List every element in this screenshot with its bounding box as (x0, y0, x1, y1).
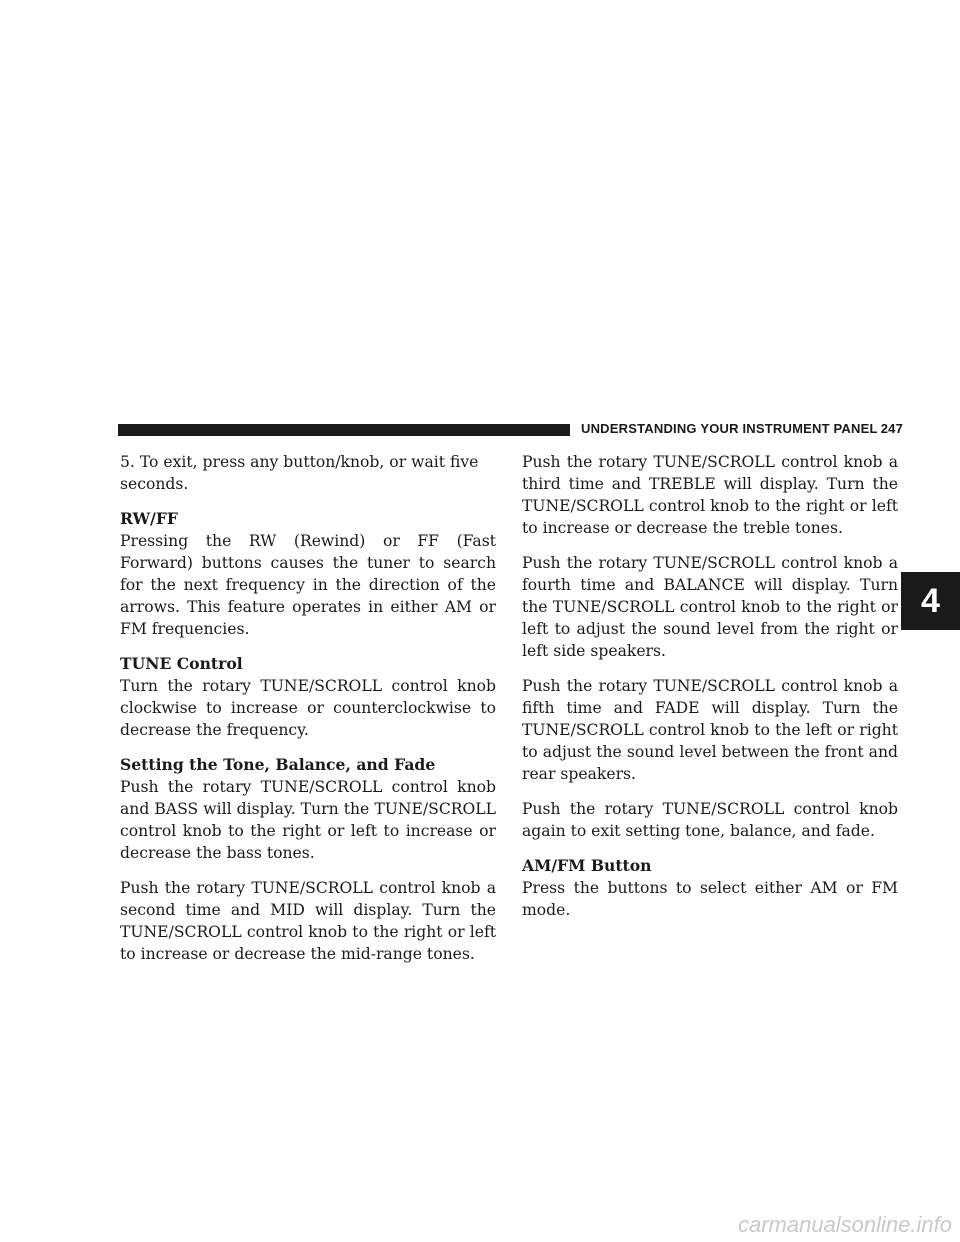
chapter-tab: 4 (901, 572, 960, 630)
rwff-heading: RW/FF (120, 509, 178, 528)
page-number: 247 (880, 421, 903, 436)
left-column (120, 451, 496, 978)
rwff-paragraph: Pressing the RW (Rewind) or FF (Fast Forward) buttons causes the tuner to search for the next frequency in the direction of the arrows. This feature operates in either AM or FM frequencies. (120, 532, 496, 638)
step-5-text: 5. To exit, press any button/knob, or wait five seconds. (120, 453, 479, 493)
bass-paragraph: Push the rotary TUNE/SCROLL control knob and BASS will display. Turn the TUNE/SCROLL control knob to the right or left to increase or decrease the bass tones. (120, 778, 496, 862)
fade-paragraph: Push the rotary TUNE/SCROLL control knob a fifth time and FADE will display. Turn the TUNE/SCROLL control knob to the left or right to adjust the sound level between the front and rear speakers. (522, 677, 898, 783)
amfm-paragraph: Press the buttons to select either AM or FM mode. (522, 879, 898, 919)
tune-control-paragraph: Turn the rotary TUNE/SCROLL control knob clockwise to increase or counterclockwise to decrease the frequency. (120, 677, 496, 739)
amfm-heading: AM/FM Button (522, 856, 652, 875)
header-title: UNDERSTANDING YOUR INSTRUMENT PANEL (581, 421, 878, 436)
balance-paragraph: Push the rotary TUNE/SCROLL control knob a fourth time and BALANCE will display. Turn the TUNE/SCROLL control knob to the right or left to adjust the sound level from the right or left side speakers. (522, 554, 898, 660)
watermark: carmanualsonline.info (737, 1212, 952, 1237)
tune-control-heading: TUNE Control (120, 654, 243, 673)
mid-paragraph: Push the rotary TUNE/SCROLL control knob a second time and MID will display. Turn the TUNE/SCROLL control knob to the right or left to increase or decrease the mid-range tones. (120, 879, 496, 963)
right-column (522, 451, 898, 934)
running-header (581, 421, 903, 439)
header-rule (118, 424, 570, 436)
tone-balance-fade-heading: Setting the Tone, Balance, and Fade (120, 755, 436, 774)
exit-paragraph: Push the rotary TUNE/SCROLL control knob again to exit setting tone, balance, and fade. (522, 800, 898, 840)
treble-paragraph: Push the rotary TUNE/SCROLL control knob a third time and TREBLE will display. Turn the TUNE/SCROLL control knob to the right or left to increase or decrease the treble tones. (522, 453, 898, 537)
